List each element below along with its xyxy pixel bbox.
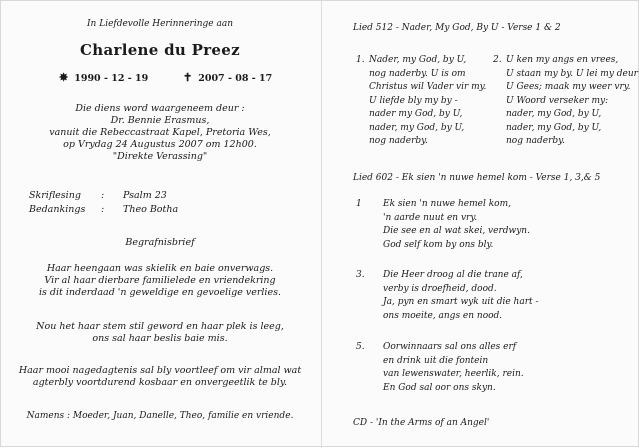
letter-paragraph-2 xyxy=(1,321,319,345)
verse-line: nader my God, by U, xyxy=(369,109,463,119)
stanza-line: Ja, pyn en smart wyk uit die hart - xyxy=(383,297,539,307)
verse-line: U ken my angs en vrees, xyxy=(506,55,619,65)
stanza-line: van lewenswater, heerlik, rein. xyxy=(383,369,524,379)
deceased-name: Charlene du Preez xyxy=(80,41,240,59)
verse-line: nader, my God, by U, xyxy=(369,122,465,133)
death-date-line xyxy=(183,71,272,84)
letter-title: Begrafnisbrief xyxy=(125,237,195,248)
thanks-label: Bedankings xyxy=(29,204,86,215)
stanza-3-number: 3. xyxy=(356,270,365,280)
stanza-line: en drink uit die fontein xyxy=(383,355,489,366)
stanza-line: ons moeite, angs en nood. xyxy=(383,310,503,321)
verse-line: U liefde bly my by - xyxy=(369,95,458,106)
fold-line xyxy=(321,1,322,448)
stanza-5-number: 5. xyxy=(356,342,365,352)
stanza-1-text xyxy=(383,198,530,252)
verse-line: nader, my God, by U, xyxy=(506,109,602,119)
verse-line: nader, my God, by U, xyxy=(506,122,602,133)
stanza-line: Die see en al wat skei, verdwyn. xyxy=(383,226,530,236)
service-line: Die diens word waargeneem deur : xyxy=(75,103,245,114)
service-line: Dr. Bennie Erasmus, xyxy=(110,115,210,126)
stanza-line: Die Heer droog al die trane af, xyxy=(383,270,523,280)
stanza-line: Ek sien 'n nuwe hemel kom, xyxy=(383,199,511,209)
birth-date-line xyxy=(59,71,148,84)
stanza-line: God self kom by ons bly. xyxy=(383,239,494,250)
death-date: 2007 - 08 - 17 xyxy=(198,73,273,84)
service-line: "Direkte Verassing" xyxy=(112,151,208,162)
verse-1-text xyxy=(369,54,486,149)
reading-label: Skriflesing xyxy=(29,190,81,201)
verse-1-number: 1. xyxy=(356,55,365,65)
service-line: op Vrydag 24 Augustus 2007 om 12h00. xyxy=(63,139,257,150)
hymn-1-title: Lied 512 - Nader, My God, By U - Verse 1 & 2 xyxy=(353,23,561,33)
service-details xyxy=(1,103,319,163)
cross-icon: ✝ xyxy=(183,71,193,84)
reading-separator: : xyxy=(101,190,105,201)
letter-line: Vir al haar dierbare familielede en vriendekring xyxy=(44,275,276,286)
verse-line: nog naderby. xyxy=(369,136,428,146)
stanza-line: En God sal oor ons skyn. xyxy=(383,382,496,393)
cd-title: CD - 'In the Arms of an Angel' xyxy=(353,418,490,428)
hymn-2-title: Lied 602 - Ek sien 'n nuwe hemel kom - Verse 1, 3,& 5 xyxy=(353,173,601,183)
stanza-line: 'n aarde nuut en vry. xyxy=(383,212,478,223)
letter-line: agterbly voortdurend kosbaar en onvergeetlik te bly. xyxy=(32,377,288,388)
memorial-heading: In Liefdevolle Herinneringe aan xyxy=(87,19,233,29)
letter-line: is dit inderdaad 'n geweldige en gevoelige verlies. xyxy=(39,287,281,298)
verse-line: Nader, my God, by U, xyxy=(369,55,467,65)
letter-paragraph-3 xyxy=(1,365,319,389)
verse-line: nog naderby. U is om xyxy=(369,68,466,79)
star-icon: ✸ xyxy=(59,71,69,84)
verse-line: nog naderby. xyxy=(506,136,565,146)
letter-line: ons sal haar beslis baie mis. xyxy=(92,333,228,344)
verse-line: Christus wil Vader vir my. xyxy=(369,82,487,92)
names-line: Namens : Moeder, Juan, Danelle, Theo, familie en vriende. xyxy=(26,411,294,421)
thanks-separator: : xyxy=(101,204,105,215)
verse-line: U Woord verseker my: xyxy=(506,95,609,106)
letter-paragraph-1 xyxy=(1,263,319,299)
stanza-line: verby is droefheid, dood. xyxy=(383,283,497,294)
stanza-3-text xyxy=(383,269,539,323)
verse-line: U Gees; maak my weer vry. xyxy=(506,82,631,92)
letter-line: Haar heengaan was skielik en baie onverwags. xyxy=(46,263,274,274)
birth-date: 1990 - 12 - 19 xyxy=(74,73,149,84)
thanks-value: Theo Botha xyxy=(123,204,179,215)
stanza-line: Oorwinnaars sal ons alles erf xyxy=(383,342,517,352)
stanza-1-number: 1 xyxy=(356,199,362,209)
verse-2-text xyxy=(506,54,638,149)
letter-line: Nou het haar stem stil geword en haar plek is leeg, xyxy=(36,321,284,332)
reading-value: Psalm 23 xyxy=(123,190,167,201)
letter-line: Haar mooi nagedagtenis sal bly voortleef om vir almal wat xyxy=(18,365,302,376)
verse-line: U staan my by. U lei my deur xyxy=(506,68,638,79)
verse-2-number: 2. xyxy=(493,55,502,65)
stanza-5-text xyxy=(383,341,524,395)
service-line: vanuit die Rebeccastraat Kapel, Pretoria Wes, xyxy=(49,127,271,138)
